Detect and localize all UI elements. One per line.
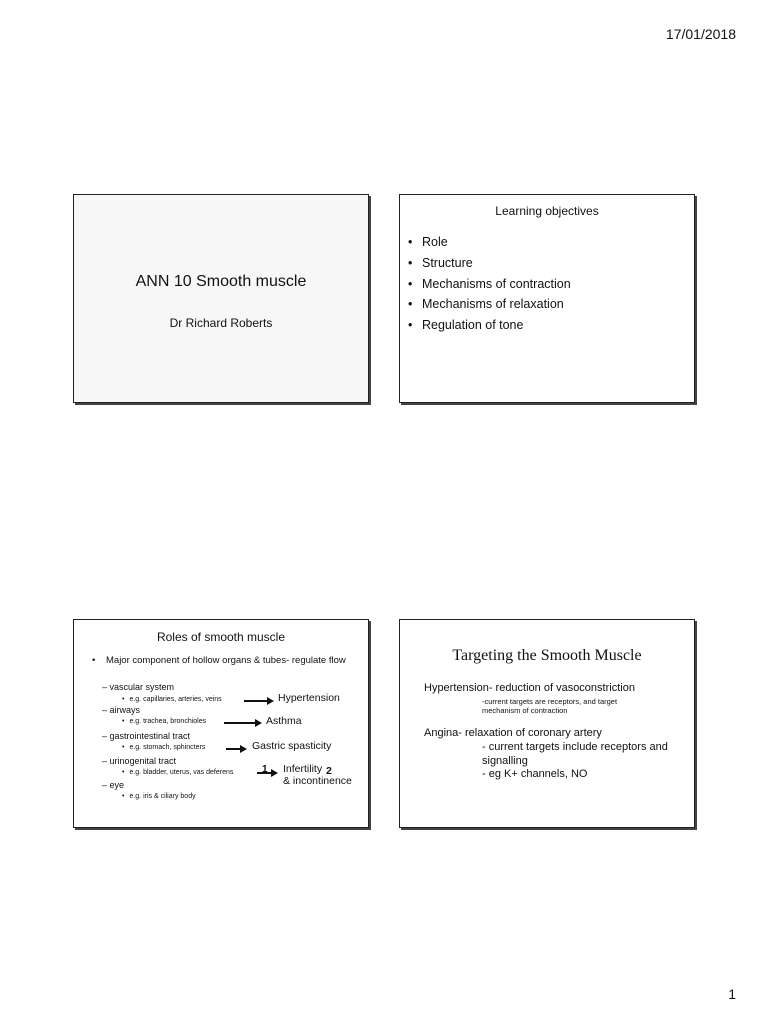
system-label: – airways	[102, 705, 141, 715]
arrow-icon	[244, 700, 268, 702]
condition-label: Infertility	[283, 763, 323, 775]
hypertension-note: mechanism of contraction	[482, 706, 568, 715]
slide-roles	[73, 619, 369, 828]
slide-author: Dr Richard Roberts	[169, 316, 273, 330]
angina-note: - current targets include receptors and	[482, 741, 668, 753]
slide-heading: Learning objectives	[495, 204, 599, 218]
condition-label: Hypertension	[278, 692, 340, 704]
system-label: – eye	[102, 780, 125, 790]
system-example: • e.g. trachea, bronchioles	[122, 718, 207, 725]
objectives-list	[408, 232, 571, 336]
slide-title	[73, 194, 369, 403]
main-bullet-text: Major component of hollow organs & tubes- regulate flow	[106, 655, 346, 666]
slide-title-heading: ANN 10 Smooth muscle	[135, 273, 307, 290]
system-example: • e.g. stomach, sphincters	[122, 744, 206, 751]
objective-item: • Mechanisms of contraction	[408, 274, 571, 295]
hypertension-text: Hypertension- reduction of vasoconstriction	[424, 682, 635, 694]
bullet-icon: •	[92, 655, 96, 666]
arrow-icon	[226, 748, 241, 750]
arrow-icon	[224, 722, 256, 724]
objective-item: • Regulation of tone	[408, 315, 571, 336]
page-date: 17/01/2018	[665, 26, 736, 42]
condition-label-line2: & incontinence	[283, 775, 352, 787]
marker-label: 1	[262, 764, 268, 775]
objective-item: • Role	[408, 232, 571, 253]
marker-label: 2	[326, 765, 332, 777]
objective-item: • Mechanisms of relaxation	[408, 294, 571, 315]
system-example: • e.g. iris & ciliary body	[122, 793, 196, 800]
condition-label: Asthma	[266, 715, 302, 727]
system-label: – vascular system	[102, 682, 175, 692]
angina-text: Angina- relaxation of coronary artery	[424, 727, 602, 739]
angina-note: - eg K+ channels, NO	[482, 768, 588, 780]
system-label: – gastrointestinal tract	[102, 731, 191, 741]
hypertension-note: -current targets are receptors, and target	[482, 697, 618, 706]
slide-heading: Targeting the Smooth Muscle	[452, 647, 642, 664]
angina-note: signalling	[482, 755, 528, 767]
slide-learning-objectives	[399, 194, 695, 403]
slide-targeting	[399, 619, 695, 828]
system-example: • e.g. bladder, uterus, vas deferens	[122, 769, 234, 776]
system-example: • e.g. capillaries, arteries, veins	[122, 696, 222, 703]
page-number: 1	[728, 986, 736, 1002]
slide-heading: Roles of smooth muscle	[156, 630, 286, 644]
condition-label: Gastric spasticity	[252, 740, 332, 752]
system-label: – urinogenital tract	[102, 756, 177, 766]
objective-item: • Structure	[408, 253, 571, 274]
main-bullet	[92, 655, 352, 667]
